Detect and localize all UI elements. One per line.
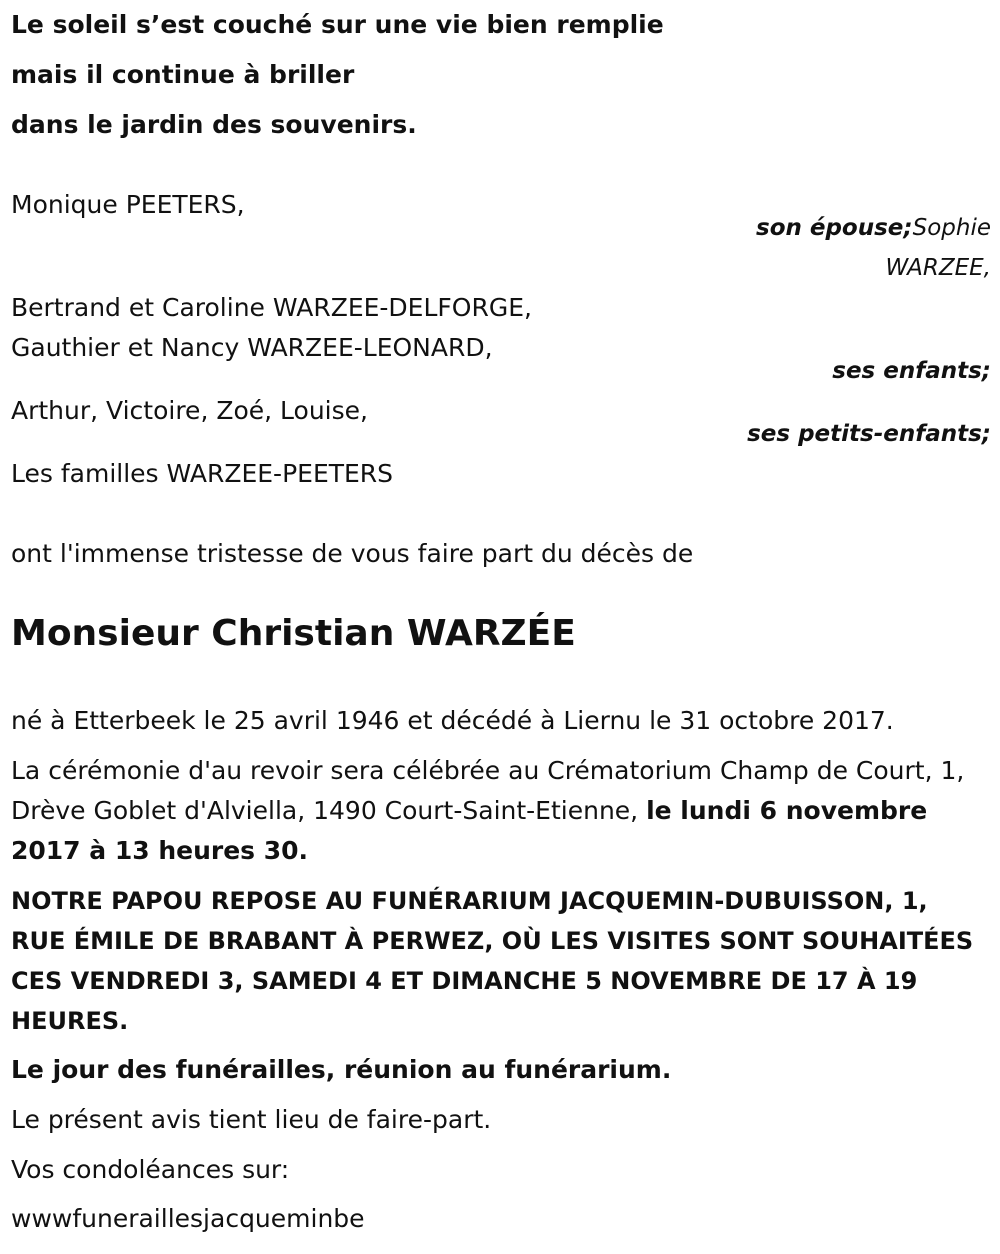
quote-line-1: Le soleil s’est couché sur une vie bien remplie [11, 10, 664, 39]
grandchildren: Arthur, Victoire, Zoé, Louise, [11, 396, 368, 425]
grandchildren-role: ses petits-enfants; [747, 421, 991, 447]
child-1: Bertrand et Caroline WARZEE-DELFORGE, [11, 293, 532, 322]
child-2: Gauthier et Nancy WARZEE-LEONARD, [11, 333, 493, 362]
ceremony-paragraph [11, 751, 986, 871]
ceremony-text: La cérémonie d'au revoir sera célébrée au Crématorium Champ de Court, 1, Drève Goblet d'Alviella, 1490 Court-Saint-Etienne, [11, 756, 965, 825]
announcement: ont l'immense tristesse de vous faire part du décès de [11, 539, 694, 568]
funerarium-paragraph: NOTRE PAPOU REPOSE AU FUNÉRARIUM JACQUEMIN-DUBUISSON, 1, RUE ÉMILE DE BRABANT À PERWEZ, OÙ LES VISITES SONT SOUHAITÉES CES VENDREDI 3, SAMEDI 4 ET DIMANCHE 5 NOVEMBRE DE 17 À 19 HEURES. [11, 887, 974, 1035]
meeting: Le jour des funérailles, réunion au funérarium. [11, 1055, 672, 1084]
wife-role-line [756, 213, 991, 243]
condolences-website: wwwfuneraillesjacqueminbe [11, 1204, 365, 1233]
sophie-first-name: Sophie [912, 215, 991, 241]
wife-name: Monique PEETERS, [11, 190, 245, 219]
children-role: ses enfants; [832, 358, 991, 384]
wife-role: son épouse; [756, 215, 913, 241]
birth-death: né à Etterbeek le 25 avril 1946 et décédé à Liernu le 31 octobre 2017. [11, 706, 894, 735]
quote-line-3: dans le jardin des souvenirs. [11, 110, 417, 139]
notice: Le présent avis tient lieu de faire-part. [11, 1105, 492, 1134]
condolences-label: Vos condoléances sur: [11, 1155, 290, 1184]
sophie-last-name: WARZEE, [885, 255, 991, 281]
deceased-name: Monsieur Christian WARZÉE [11, 613, 576, 654]
families: Les familles WARZEE-PEETERS [11, 459, 394, 488]
quote-line-2: mais il continue à briller [11, 60, 355, 89]
ceremony-date: le lundi 6 novembre 2017 à 13 heures 30. [11, 796, 928, 865]
